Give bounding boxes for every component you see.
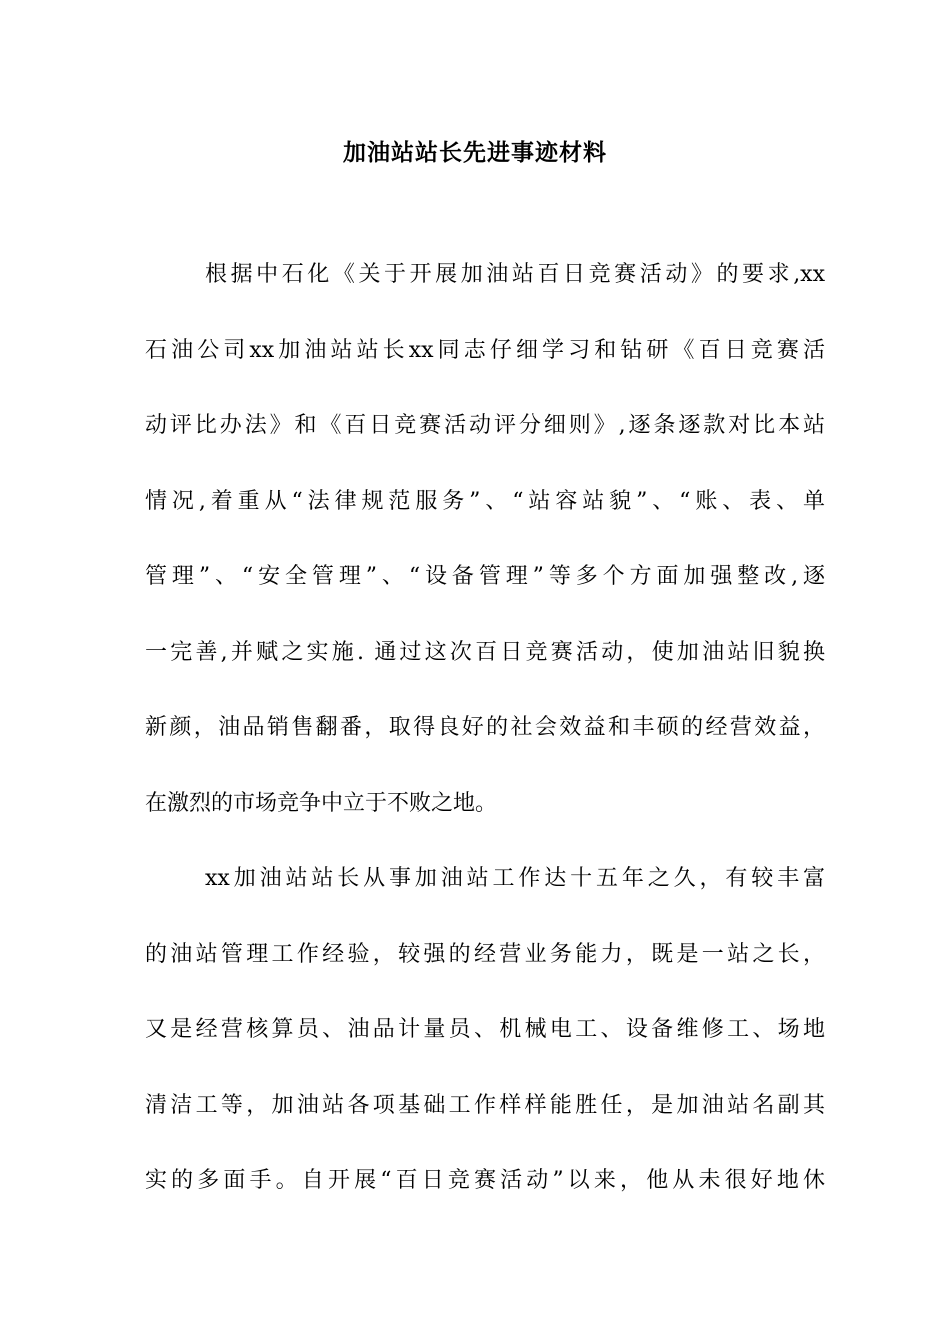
paragraph-1-line-6: 一完善,并赋之实施. 通过这次百日竞赛活动，使加油站旧貌换 — [145, 639, 825, 665]
paragraph-1-line-7: 新颜，油品销售翻番，取得良好的社会效益和丰硕的经营效益， — [145, 715, 825, 740]
paragraph-2-line-2: 的油站管理工作经验，较强的经营业务能力，既是一站之长， — [145, 941, 825, 967]
paragraph-1-line-3: 动评比办法》和《百日竞赛活动评分细则》,逐条逐款对比本站 — [145, 413, 825, 438]
paragraph-2-line-1: xx加油站站长从事加油站工作达十五年之久，有较丰富 — [205, 866, 825, 891]
document-body — [145, 256, 825, 1238]
paragraph-1-line-8: 在激烈的市场竞争中立于不败之地。 — [145, 790, 498, 816]
paragraph-1-line-2: 石油公司xx加油站站长xx同志仔细学习和钻研《百日竞赛活 — [145, 337, 825, 363]
document-title: 加油站站长先进事迹材料 — [343, 139, 607, 166]
paragraph-1-line-5: 管理”、“安全管理”、“设备管理”等多个方面加强整改,逐 — [145, 564, 825, 589]
paragraph-1-line-1: 根据中石化《关于开展加油站百日竞赛活动》的要求,xx — [205, 262, 825, 287]
paragraph-2-line-5: 实的多面手。自开展“百日竞赛活动”以来，他从未很好地休 — [145, 1168, 825, 1193]
paragraph-1-line-4: 情况,着重从“法律规范服务”、“站容站貌”、“账、表、单 — [145, 488, 825, 514]
paragraph-2-line-4: 清洁工等，加油站各项基础工作样样能胜任，是加油站名副其 — [145, 1092, 825, 1118]
paragraph-2-line-3: 又是经营核算员、油品计量员、机械电工、设备维修工、场地 — [145, 1017, 825, 1042]
